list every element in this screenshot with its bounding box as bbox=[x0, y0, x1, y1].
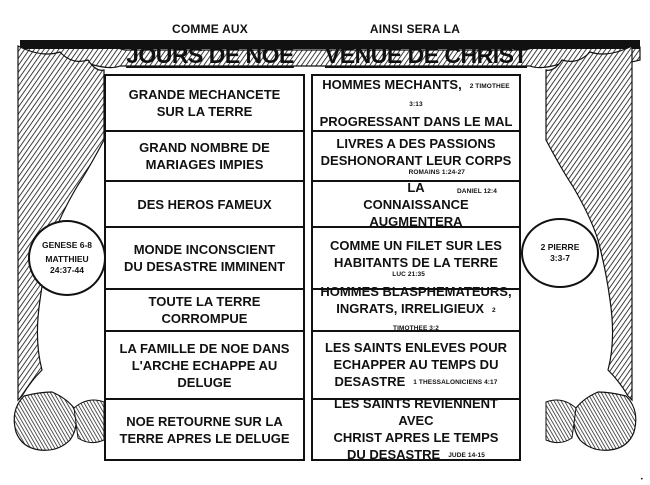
noah-days-column bbox=[104, 74, 305, 461]
left-over-title: COMME AUX bbox=[171, 22, 249, 36]
scripture-reference: ROMAINS 1:24-27 bbox=[408, 169, 465, 176]
right-over-title: AINSI SERA LA bbox=[369, 22, 461, 36]
list-item: LA DANIEL 12:4 CONNAISSANCE AUGMENTERA bbox=[313, 182, 519, 228]
scripture-reference: LUC 21:35 bbox=[392, 271, 425, 278]
list-item: LES SAINTS REVIENNENT AVEC CHRIST APRES LE TEMPS DU DESASTRE JUDE 14-15 bbox=[333, 395, 499, 462]
christ-coming-column bbox=[311, 74, 521, 461]
left-title: JOURS DE NOE bbox=[126, 42, 294, 68]
list-item: LIVRES A DES PASSIONS DESHONORANT LEUR CORPS ROMAINS 1:24-27 bbox=[313, 132, 519, 182]
right-title: VENUE DE CHRIST bbox=[324, 42, 528, 68]
list-item: HOMMES BLASPHEMATEURS, INGRATS, IRRELIGIEUX 2 TIMOTHEE 3:2 bbox=[313, 290, 519, 332]
list-item: GRANDE MECHANCETE SUR LA TERRE bbox=[106, 76, 303, 132]
scan-speck: • bbox=[636, 40, 640, 47]
list-item: GRAND NOMBRE DE MARIAGES IMPIES bbox=[106, 132, 303, 182]
scripture-reference: 2 TIMOTHEE 3:2 bbox=[393, 306, 496, 332]
list-item: DES HEROS FAMEUX bbox=[106, 182, 303, 228]
left-reference-badge: GENESE 6-8 MATTHIEU 24:37-44 bbox=[28, 220, 106, 296]
scripture-reference: JUDE 14-15 bbox=[448, 452, 485, 460]
list-item: MONDE INCONSCIENT DU DESASTRE IMMINENT bbox=[106, 228, 303, 290]
scripture-reference: 1 THESSALONICIENS 4:17 bbox=[413, 379, 498, 387]
list-item: NOE RETOURNE SUR LA TERRE APRES LE DELUGE bbox=[119, 413, 290, 446]
list-item: LES SAINTS ENLEVES POUR ECHAPPER AU TEMPS DU DESASTRE 1 THESSALONICIENS 4:17 bbox=[313, 332, 519, 400]
scripture-reference: 2 TIMOTHEE 3:13 bbox=[409, 82, 510, 108]
list-item: COMME UN FILET SUR LES HABITANTS DE LA TERRE LUC 21:35 bbox=[313, 228, 519, 290]
right-reference-badge: 2 PIERRE 3:3-7 bbox=[521, 218, 599, 288]
list-item: TOUTE LA TERRE CORROMPUE bbox=[106, 290, 303, 332]
list-item: LA FAMILLE DE NOE DANS L'ARCHE ECHAPPE AU DELUGE bbox=[106, 332, 303, 400]
scan-speck: • bbox=[640, 476, 644, 483]
scripture-reference: DANIEL 12:4 bbox=[457, 187, 497, 195]
list-item: HOMMES MECHANTS, 2 TIMOTHEE 3:13 PROGRESSANT DANS LE MAL bbox=[313, 76, 519, 132]
